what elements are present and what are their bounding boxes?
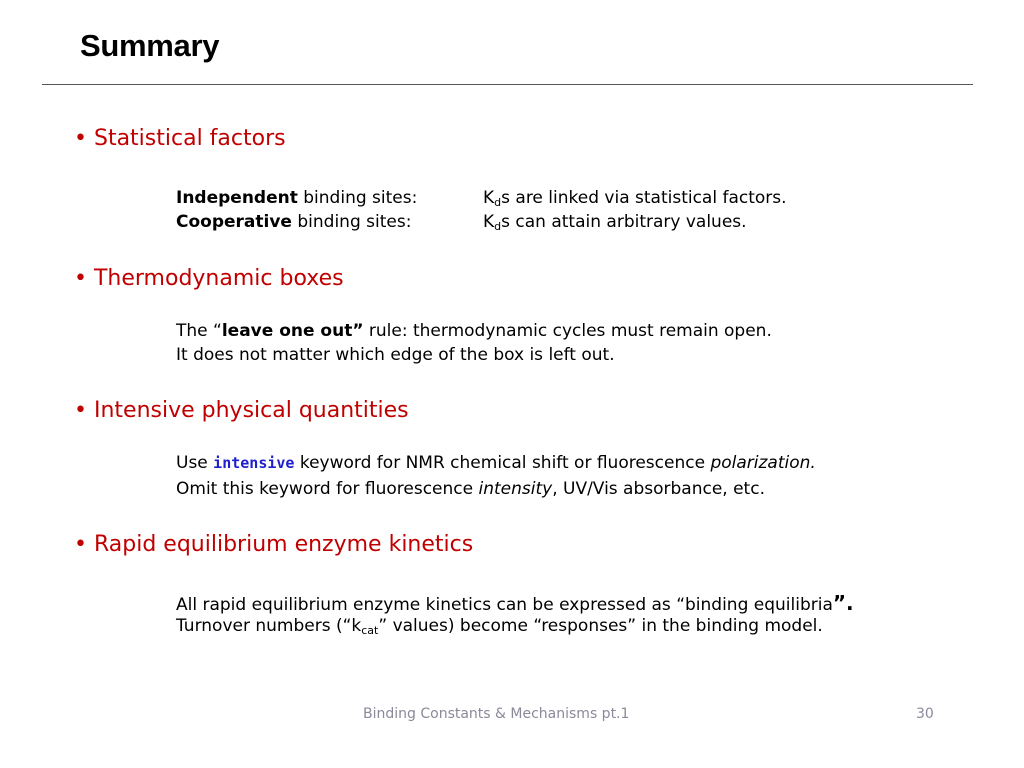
enzyme-line-2-pre: Turnover numbers (“k	[176, 616, 362, 636]
bullet-heading: Statistical factors	[93, 126, 286, 151]
bullet-statistical-factors	[74, 126, 286, 151]
bullet-dot: •	[74, 532, 87, 557]
slide-title: Summary	[80, 28, 220, 63]
bullet-enzyme-kinetics	[74, 532, 473, 557]
polarization-text: polarization.	[710, 453, 816, 473]
enzyme-line-1	[176, 591, 854, 615]
kd-symbol: K	[483, 212, 495, 232]
cooperative-description	[483, 212, 747, 233]
kd-subscript: d	[494, 196, 502, 209]
independent-text: binding sites:	[297, 188, 418, 208]
enzyme-line-1-end: ”.	[832, 591, 854, 615]
intensive-line-2-post: , UV/Vis absorbance, etc.	[552, 479, 765, 499]
independent-line	[176, 188, 787, 209]
bullet-dot: •	[74, 266, 87, 291]
title-divider	[42, 84, 973, 85]
thermo-line-1-post: rule: thermodynamic cycles must remain open.	[363, 321, 772, 341]
independent-description	[483, 188, 787, 209]
intensive-keyword: intensive	[213, 454, 295, 472]
intensive-line-2-pre: Omit this keyword for fluorescence	[176, 479, 479, 499]
kd-subscript: d	[494, 220, 502, 233]
independent-label: Independent	[176, 188, 298, 208]
thermo-line-1-pre: The “	[176, 321, 222, 341]
cooperative-text: binding sites:	[291, 212, 412, 232]
thermo-line-2: It does not matter which edge of the box is left out.	[176, 345, 615, 365]
intensive-line-2	[176, 479, 765, 499]
enzyme-line-2-post: ” values) become “responses” in the binding model.	[378, 616, 823, 636]
bullet-dot: •	[74, 398, 87, 423]
cooperative-label: Cooperative	[176, 212, 292, 232]
bullet-heading: Rapid equilibrium enzyme kinetics	[93, 532, 474, 557]
enzyme-line-1-pre: All rapid equilibrium enzyme kinetics can be expressed as “binding equilibria	[176, 595, 833, 615]
bullet-heading: Thermodynamic boxes	[93, 266, 344, 291]
page-number: 30	[916, 706, 934, 722]
bullet-dot: •	[74, 126, 87, 151]
bullet-thermodynamic-boxes	[74, 266, 344, 291]
bullet-intensive-quantities	[74, 398, 409, 423]
independent-desc-text: s are linked via statistical factors.	[501, 188, 787, 208]
intensity-text: intensity	[478, 479, 553, 499]
enzyme-line-2	[176, 616, 823, 637]
cooperative-desc-text: s can attain arbitrary values.	[501, 212, 747, 232]
kd-symbol: K	[483, 188, 495, 208]
footer-title: Binding Constants & Mechanisms pt.1	[363, 706, 630, 722]
intensive-line-1	[176, 453, 816, 473]
intensive-line-1-pre: Use	[176, 453, 214, 473]
intensive-line-1-mid: keyword for NMR chemical shift or fluorescence	[294, 453, 711, 473]
cooperative-line	[176, 212, 747, 233]
thermo-line-1	[176, 321, 772, 341]
leave-one-out-label: leave one out”	[221, 321, 364, 341]
bullet-heading: Intensive physical quantities	[93, 398, 409, 423]
kcat-subscript: cat	[361, 624, 379, 637]
